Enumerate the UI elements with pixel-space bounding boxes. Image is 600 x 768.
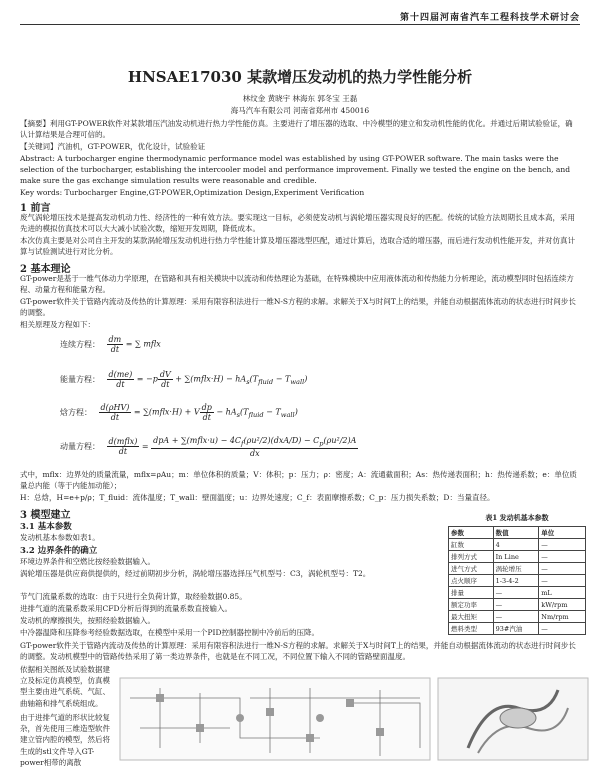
table-cell: 1-3-4-2 [493, 575, 539, 587]
continuity-label: 连续方程： [60, 339, 100, 349]
table-header-value: 数值 [493, 527, 539, 539]
authors: 林纹金 黄晓宇 林海东 郭冬宝 王磊 [242, 94, 358, 103]
table-1-caption: 表1 发动机基本参数 [485, 513, 549, 522]
abstract-en: Abstract: A turbocharger engine thermodynamic performance model was established by using GT-POWER software. The main tasks were the selection of the turbocharger, establishing the intercooler model and performance improvement. Finally we tested the engine on the bench, and make sure the gas exchange simulation results were reasonable and credible. [20, 154, 571, 185]
table-cell: — [539, 575, 586, 587]
section-2-p4: 式中，mflx：边界处的质量流量，mflx=ρAu；m：单位体积的质量；V：体积；p：压力；ρ：密度；A：流通截面积；As：热传递表面积；h：热传递系数；e：单位质量总内能（等于内能加动能）； [20, 470, 577, 491]
table-row [449, 563, 586, 575]
table-cell: — [539, 623, 586, 635]
table-cell: 缸数 [449, 539, 494, 551]
enthalpy-equation: 焓方程： $\frac{\text{d(ρHV)}}{dt}$ = ∑(mflx·H) + V $\frac{dp}{dt}$ − $hA_s(T_{fluid} - T_{wall})$ [60, 403, 298, 422]
table-cell: 最大扭矩 [449, 611, 494, 623]
section-3-2-heading: 3.2 边界条件的确立 [20, 546, 98, 556]
section-3-2-p-e: 发动机的摩擦损失，按照经验数据输入。 [20, 616, 155, 625]
enthalpy-label: 焓方程： [60, 407, 92, 417]
table-cell: 额定功率 [449, 599, 494, 611]
section-3-2-p-f: 中冷器温降和压降参考经验数据选取，在模型中采用一个PID控制器控制中冷前后的压降。 [20, 628, 320, 637]
table-cell: kW/rpm [539, 599, 586, 611]
table-cell: — [493, 611, 539, 623]
engine-parameters-table [448, 526, 586, 635]
page-header [20, 13, 580, 25]
momentum-equation: 动量方程： $\frac{\text{d(mflx)}}{dt}$ = $\frac{dpA + \sum(mflx\cdot u) - 4C_f(\rho u^2/2)(dxA/D) - C_p(\rho u^2/2)A}{dx}$ [60, 436, 357, 458]
table-cell: 燃料类型 [449, 623, 494, 635]
table-cell: 93#汽油 [493, 623, 539, 635]
abstract-cn: 【摘要】利用GT-POWER软件对某款增压汽油发动机进行热力学性能仿真。主要进行了增压器的选取、中冷模型的建立和发动机性能的优化。并通过后期试验验证，确认计算结果是合理可信的。 [20, 119, 573, 139]
section-3-1-p: 发动机基本参数如表1。 [20, 533, 100, 542]
energy-equation: 能量方程： $\frac{d(me)}{dt}$ = −p $\frac{dV}{dt}$ + ∑(mflx·H) − $hA_s(T_{fluid} - T_{wall})$ [60, 370, 308, 389]
table-cell: — [539, 563, 586, 575]
section-2-p5: H：总焓，H=e+p/ρ；T_fluid：流体温度；T_wall：壁面温度；u：边界处速度；C_f：表面摩擦系数；C_p：压力损失系数；D：当量直径。 [20, 493, 495, 502]
momentum-label: 动量方程： [60, 441, 100, 451]
table-header-unit: 单位 [539, 527, 586, 539]
section-3-heading: 3 模型建立 [20, 510, 71, 521]
table-cell: — [493, 599, 539, 611]
keywords-en: Key words: Turbocharger Engine,GT-POWER,Optimization Design,Experiment Verification [20, 188, 365, 197]
header-rule [20, 24, 580, 25]
table-cell: Nm/rpm [539, 611, 586, 623]
table-row [449, 575, 586, 587]
table-cell: — [539, 551, 586, 563]
paper-title: HNSAE17030 某款增压发动机的热力学性能分析 [127, 68, 473, 86]
table-cell: 排列方式 [449, 551, 494, 563]
manifold-3d-model-image [438, 678, 588, 760]
table-row [449, 587, 586, 599]
continuity-equation: 连续方程： $\frac{dm}{dt}$ = ∑ mflx [60, 335, 161, 354]
section-3-2-p-g: GT-power软件关于管路内流动及传热的计算原理：采用有限容积法进行一维N-S方程的求解。求解关于X与时间T上的结果，并能自动根据流体流动的状态进行时间步长的调整。发动机模型中的管路传热采用了第一类边界条件，也就是在不同工况，不同位置下输入不同的管路壁面温度。 [20, 641, 576, 662]
table-header-param: 参数 [449, 527, 494, 539]
table-cell: 涡轮增压 [493, 563, 539, 575]
section-2-heading: 2 基本理论 [20, 264, 71, 275]
table-row [449, 599, 586, 611]
section-2-p2: GT-power软件关于管路内流动及传热的计算原理：采用有限容积法进行一维N-S方程的求解。求解关于X与时间T上的结果，并能自动根据流体流动的状态进行时间步长的调整。 [20, 297, 576, 318]
section-3-1-heading: 3.1 基本参数 [20, 522, 72, 532]
table-cell: 4 [493, 539, 539, 551]
table-row [449, 551, 586, 563]
section-2-p1: GT-power是基于一维气体动力学原理，在管路和具有相关模块中以流动和传热理论为基础，在特殊模块中应用液体流动和传热能力分析理论，流动模型同时包括连续方程、动量方程和能量方程。 [20, 274, 574, 295]
section-3-2-p-d: 进排气道的流量系数采用CFD分析后得到的流量系数直接输入。 [20, 604, 232, 613]
table-row [449, 539, 586, 551]
table-cell: 排量 [449, 587, 494, 599]
section-3-2-p-b: 涡轮增压器是供应商供提供的，经过前期初步分析，涡轮增压器选择压气机型号：C3，涡轮机型号：T2。 [20, 569, 371, 578]
table-row [449, 611, 586, 623]
section-3-2-p-a: 环境边界条件和空燃比按经验数据输入。 [20, 557, 155, 566]
section-1-p2: 本次仿真主要是对公司自主开发的某款涡轮增压发动机进行热力学性能计算及增压器选型匹配，通过计算后，选取合适的增压器，而后进行发动机性能开发，并对仿真计算与试验测试进行对比分析。 [20, 236, 575, 257]
affiliation: 海马汽车有限公司 河南省郑州市 450016 [230, 106, 370, 115]
table-cell: — [493, 587, 539, 599]
energy-label: 能量方程： [60, 374, 100, 384]
section-1-p1: 废气涡轮增压技术是提高发动机动力性、经济性的一种有效方法。要实现这一目标，必须使发动机与涡轮增压器实现良好的匹配。传统的试验方法周期长且成本高，采用先进的模拟仿真技术可以大大减小试验次数，缩短开发周期，降低成本。 [20, 213, 575, 234]
section-2-p3: 相关原理及方程如下： [20, 320, 95, 329]
section-3-2-p-h: 依据相关图纸及试验数据建立及标定仿真模型，仿真模型主要由进气系统、气缸、曲轴箱和排气系统组成。 [20, 665, 110, 708]
table-cell: mL [539, 587, 586, 599]
conference-name: 第十四届河南省汽车工程科技学术研讨会 [399, 13, 580, 23]
table-row [449, 623, 586, 635]
section-3-2-p-c: 节气门流量系数的选取：由于只进行全负荷计算，取经验数据0.85。 [20, 592, 247, 601]
keywords-cn: 【关键词】汽油机，GT-POWER，优化设计，试验验证 [20, 142, 206, 151]
table-cell: In Line [493, 551, 539, 563]
table-cell: — [539, 539, 586, 551]
section-3-2-p-i: 由于进排气道的形状比较复杂，首先使用三维造型软件建立管内腔的模型，然后将生成的stl文件导入GT-power相带的离散 [20, 713, 110, 767]
table-cell: 点火顺序 [449, 575, 494, 587]
table-cell: 进气方式 [449, 563, 494, 575]
gt-power-model-diagram [120, 678, 430, 760]
section-1-heading: 1 前言 [20, 203, 51, 214]
